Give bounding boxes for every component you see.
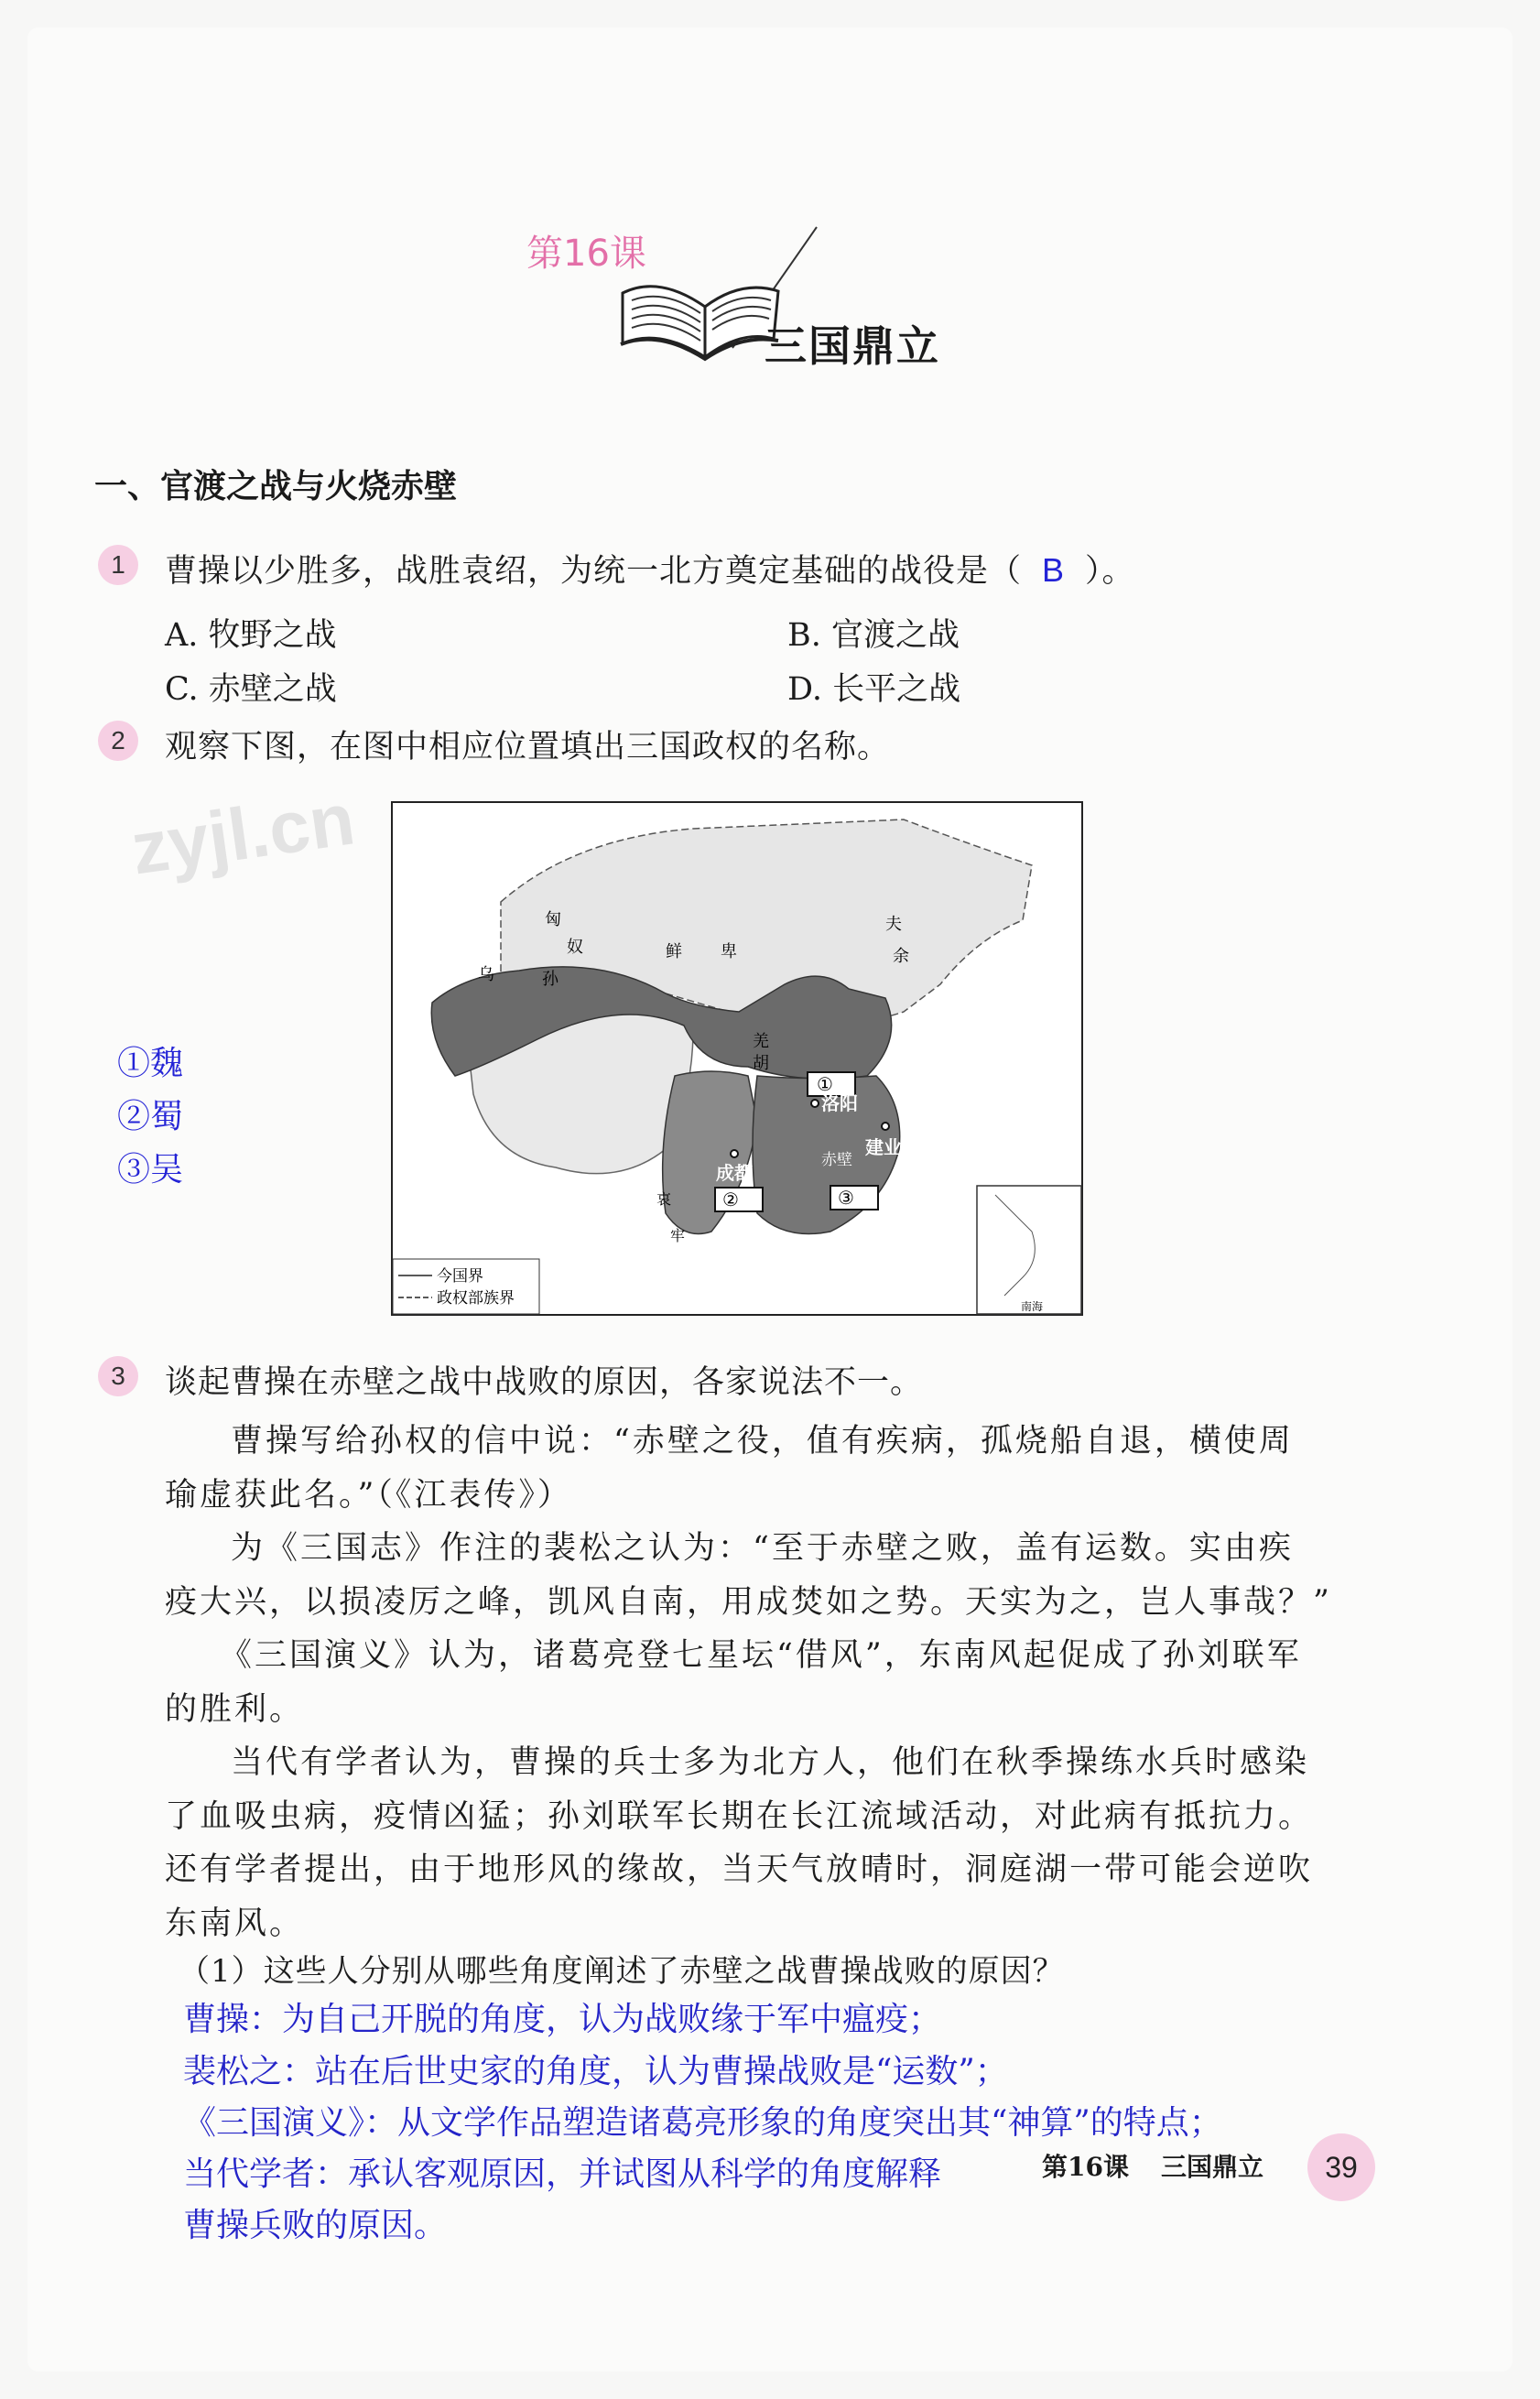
option-c: C. 赤壁之战 xyxy=(165,671,337,708)
map-label-xiongnu: 奴 xyxy=(567,938,583,957)
map-box-1: ① xyxy=(817,1073,833,1095)
handwritten-answer-line: 《三国演义》：从文学作品塑造诸葛亮形象的角度突出其“神算”的特点； xyxy=(183,2104,1222,2142)
map-nanhai-label: 南海 xyxy=(1021,1300,1044,1313)
paragraph-line: 还有学者提出，由于地形风的缘故，当天气放晴时，洞庭湖一带可能会逆吹 xyxy=(165,1851,1314,1888)
option-d: D. 长平之战 xyxy=(787,671,961,708)
question-1-text: 曹操以少胜多，战胜袁绍，为统一北方奠定基础的战役是（ xyxy=(165,553,1023,590)
handwritten-answer-line: 当代学者：承认客观原因，并试图从科学的角度解释 xyxy=(183,2155,942,2193)
map-label-chengdu: 成都 xyxy=(716,1162,753,1184)
question-number-badge: 1 xyxy=(98,545,138,585)
paragraph-line: 疫大兴，以损凌厉之峰，凯风自南，用成焚如之势。天实为之，岂人事哉？” xyxy=(165,1584,1332,1621)
question-3-stem: 谈起曹操在赤壁之战中战败的原因，各家说法不一。 xyxy=(165,1364,924,1401)
map-label-qianghu: 胡 xyxy=(753,1054,769,1073)
page-number: 39 xyxy=(1307,2133,1375,2201)
footer-lesson-title: 三国鼎立 xyxy=(1161,2152,1264,2182)
paragraph-line: 为《三国志》作注的裴松之认为：“至于赤壁之败，盖有运数。实由疾 xyxy=(231,1530,1294,1567)
map-label-ailao: 牢 xyxy=(670,1227,686,1244)
option-b: B. 官渡之战 xyxy=(787,617,960,654)
paragraph-line: 《三国演义》认为，诸葛亮登七星坛“借风”，东南风起促成了孙刘联军 xyxy=(220,1637,1302,1674)
legend-regime-border: 政权部族界 xyxy=(437,1289,515,1308)
map-label-fuyu: 余 xyxy=(893,947,909,966)
section-title: 一、官渡之战与火烧赤壁 xyxy=(94,468,458,505)
handwritten-answer-line: 裴松之：站在后世史家的角度，认为曹操战败是“运数”； xyxy=(183,2053,1008,2090)
watermark: zyjl.cn xyxy=(125,777,360,890)
map-label-ailao: 哀 xyxy=(656,1190,672,1208)
map-label-wusun: 乌 xyxy=(478,965,494,984)
legend-national-border: 今国界 xyxy=(437,1267,483,1286)
paragraph-line: 曹操写给孙权的信中说：“赤壁之役，值有疾病，孤烧船自退，横使周 xyxy=(231,1423,1294,1460)
question-number-badge: 3 xyxy=(98,1356,138,1396)
map-label-xianbei: 鲜 xyxy=(666,942,682,961)
handwritten-answer-line: 曹操：为自己开脱的角度，认为战败缘于军中瘟疫； xyxy=(183,2001,942,2038)
lesson-number: 第16课 xyxy=(526,233,646,275)
option-a: A. 牧野之战 xyxy=(165,617,337,654)
map-label-chibi: 赤壁 xyxy=(821,1151,852,1169)
footer-lesson-number: 第16课 xyxy=(1042,2152,1129,2182)
map-label-fuyu: 夫 xyxy=(885,915,902,934)
map-box-2: ② xyxy=(722,1189,739,1210)
paragraph-line: 了血吸虫病，疫情凶猛；孙刘联军长期在长江流域活动，对此病有抵抗力。 xyxy=(165,1798,1314,1835)
map-answer-wu: ③吴 xyxy=(117,1151,184,1189)
map-label-xianbei: 卑 xyxy=(721,942,737,961)
question-1-answer: B xyxy=(1042,551,1066,589)
handwritten-answer-line: 曹操兵败的原因。 xyxy=(183,2207,448,2244)
map-label-xiongnu: 匈 xyxy=(545,910,561,929)
question-1-stem-end: ）。 xyxy=(1085,553,1135,590)
map-answer-wei: ①魏 xyxy=(117,1045,184,1082)
paragraph-line: 瑜虚获此名。”（《江表传》） xyxy=(165,1477,572,1514)
question-number-badge: 2 xyxy=(98,721,138,761)
map-label-qianghu: 羌 xyxy=(753,1032,769,1051)
map-answer-shu: ②蜀 xyxy=(117,1098,184,1135)
three-kingdoms-map xyxy=(391,801,1083,1316)
map-label-jianye: 建业 xyxy=(865,1136,902,1158)
paragraph-line: 东南风。 xyxy=(165,1905,305,1942)
paragraph-line: 当代有学者认为，曹操的兵士多为北方人，他们在秋季操练水兵时感染 xyxy=(231,1744,1310,1781)
lesson-title: 三国鼎立 xyxy=(765,321,940,371)
map-label-wusun: 孙 xyxy=(542,970,559,989)
sub-question-1: （1）这些人分别从哪些角度阐述了赤壁之战曹操战败的原因？ xyxy=(179,1953,1065,1990)
question-2-stem: 观察下图，在图中相应位置填出三国政权的名称。 xyxy=(165,729,891,765)
map-box-3: ③ xyxy=(838,1187,854,1209)
paragraph-line: 的胜利。 xyxy=(165,1691,305,1728)
question-1-stem xyxy=(165,546,1135,592)
map-label-luoyang: 洛阳 xyxy=(821,1092,858,1114)
